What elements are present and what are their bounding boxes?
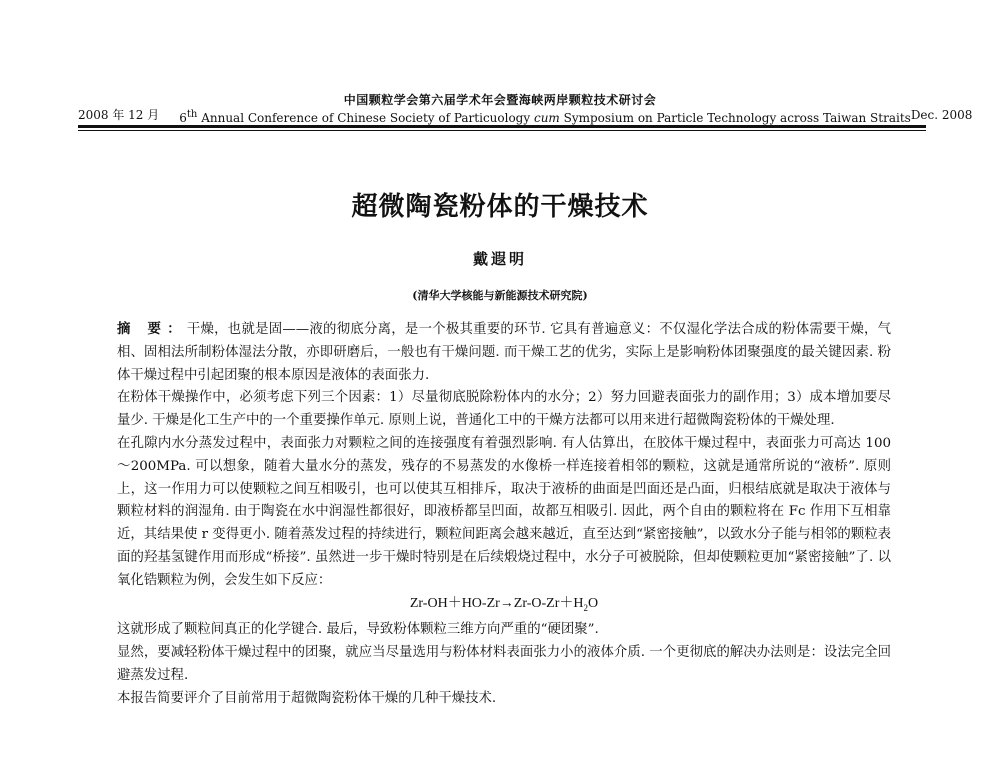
abstract-paragraph (117, 318, 891, 387)
conference-title-en-part2: Symposium on Particle Technology across Taiwan Straits (559, 111, 911, 125)
conference-ordinal-suffix: th (186, 109, 198, 120)
paper-affiliation: (清华大学核能与新能源技术研究院) (412, 289, 588, 302)
paper-author: 戴遐明 (472, 250, 527, 268)
equation-part2: O (587, 595, 599, 611)
body-paragraph-2: 在孔隙内水分蒸发过程中，表面张力对颗粒之间的连接强度有着强烈影响. 有人估算出，在胶体干燥过程中，表面张力可高达 100～200MPa. 可以想象，随着大量水分的蒸发，残存的不易蒸发的水像桥一样连接着相邻的颗粒，这就是通常所说的“液桥”. 原则上，这一作用力可以使颗粒之间互相吸引，也可以使其互相排斥，取决于液桥的曲面是凹面还是凸面，归根结底就是取决于液体与颗粒材料的润湿角. 由于陶瓷在水中润湿性都很好，即液桥都呈凹面，故都互相吸引. 因此，两个自由的颗粒将在 Fc 作用下互相靠近，其结果使 r 变得更小. 随着蒸发过程的持续进行，颗粒间距离会越来越近，直至达到“紧密接触”，以致水分子能与相邻的颗粒表面的羟基氢键作用而形成“桥接”. 虽然进一步干燥时特别是在后续煅烧过程中，水分子可被脱除，但却使颗粒更加“紧密接触”了. 以氧化锆颗粒为例，会发生如下反应： (117, 435, 891, 588)
abstract-text: 干燥，也就是固——液的彻底分离，是一个极其重要的环节. 它具有普遍意义：不仅湿化学法合成的粉体需要干燥，气相、固相法所制粉体湿法分散，亦即研磨后，一般也有干燥问题. 而干燥工艺的优劣，实际上是影响粉体团聚强度的最关键因素. 粉体干燥过程中引起团聚的根本原因是液体的表面张力. (117, 322, 891, 383)
body-paragraph-4: 显然，要减轻粉体干燥过程中的团聚，就应当尽量选用与粉体材料表面张力小的液体介质. 一个更彻底的解决办法则是：设法完全回避蒸发过程. (117, 644, 891, 683)
header-date-en: Dec. 2008 (910, 108, 973, 122)
running-header (78, 108, 973, 125)
paper-body (117, 318, 891, 710)
paper-title: 超微陶瓷粉体的干燥技术 (351, 192, 649, 222)
header-rule-thin (78, 130, 926, 131)
header-date-cn: 2008 年 12 月 (78, 108, 160, 122)
conference-ordinal: 6 (179, 111, 187, 125)
equation-subscript: 2 (583, 602, 588, 613)
reaction-equation (117, 593, 891, 620)
header-rule-thick (78, 125, 926, 128)
conference-title-en-cum: cum (533, 111, 560, 125)
header-left (78, 108, 911, 125)
body-paragraph-5: 本报告简要评介了目前常用于超微陶瓷粉体干燥的几种干燥技术. (117, 690, 497, 706)
equation-part1: Zr-OH＋HO-Zr→Zr-O-Zr＋H (409, 595, 584, 611)
conference-title-cn: 中国颗粒学会第六届学术年会暨海峡两岸颗粒技术研讨会 (343, 93, 657, 107)
body-paragraph-1: 在粉体干燥操作中，必须考虑下列三个因素：1）尽量彻底脱除粉体内的水分；2）努力回避表面张力的副作用；3）成本增加要尽量少. 干燥是化工生产中的一个重要操作单元. 原则上说，普通化工中的干燥方法都可以用来进行超微陶瓷粉体的干燥处理. (117, 390, 891, 429)
conference-title-en-part1: Annual Conference of Chinese Society of Particuology (197, 111, 534, 125)
body-paragraph-3: 这就形成了颗粒间真正的化学键合. 最后，导致粉体颗粒三维方向严重的“硬团聚”. (117, 622, 599, 638)
abstract-label: 摘 要： (117, 321, 187, 337)
conference-title-en (179, 108, 911, 125)
